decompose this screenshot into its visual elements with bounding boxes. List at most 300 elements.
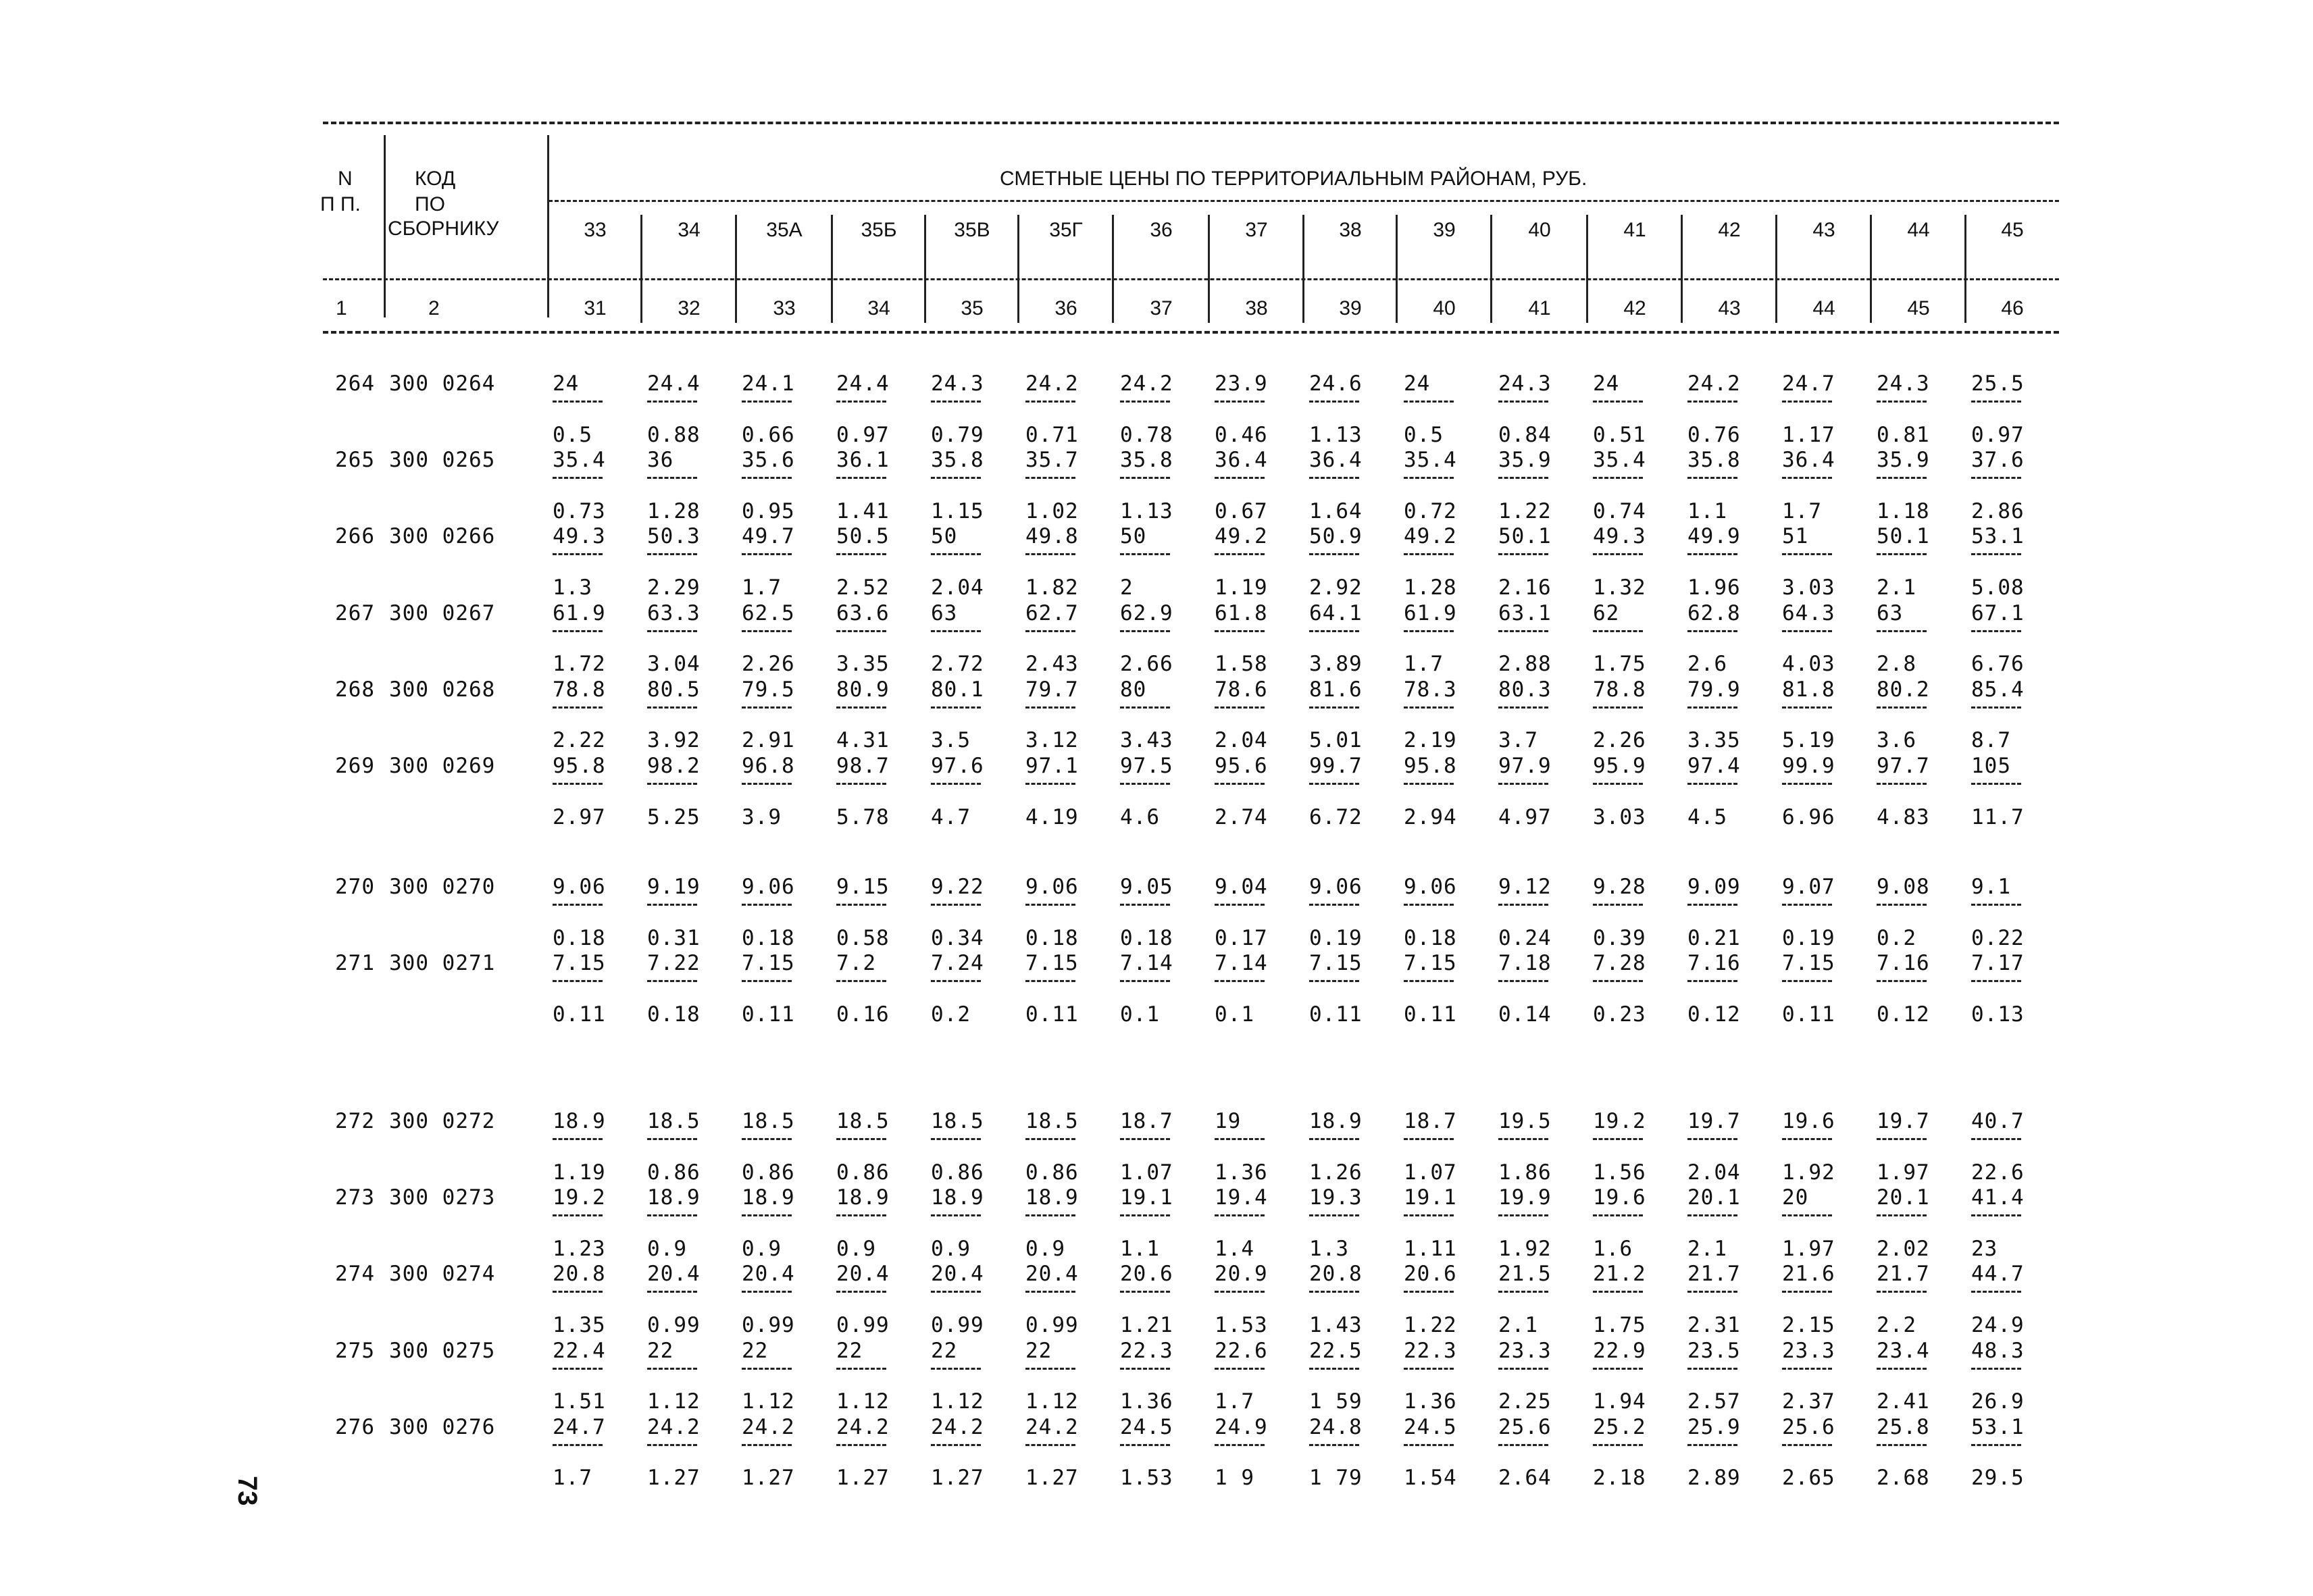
fraction-line [742,706,792,709]
price-cell: 24.2 [1025,1414,1079,1439]
price-cell: 2.1 [1687,1236,1727,1261]
price-cell: 24.9 [1971,1313,2025,1337]
price-cell: 0.72 [1404,498,1457,523]
row-number: 264 [335,371,375,396]
price-cell: 24.3 [931,371,984,396]
price-cell: 1.19 [1215,575,1268,600]
price-cell: 24.9 [1215,1414,1268,1439]
price-cell: 0.79 [931,422,984,447]
fraction-line [1687,783,1737,785]
price-cell: 0.84 [1498,422,1552,447]
price-cell: 1.58 [1215,652,1268,677]
fraction-line [836,904,886,906]
fraction-line [1877,1291,1927,1293]
price-cell: 24 [1593,371,1620,396]
header-column-divider [1681,215,1683,323]
fraction-line [1971,553,2021,555]
price-cell: 9.05 [1120,875,1173,899]
price-cell: 0.19 [1782,925,1835,950]
price-cell: 78.8 [553,677,606,702]
fraction-line [1877,783,1927,785]
price-cell: 95.9 [1593,754,1646,778]
price-cell: 0.34 [931,925,984,950]
fraction-line [1498,783,1548,785]
fraction-line [1877,630,1927,632]
price-cell: 18.5 [931,1109,984,1133]
price-cell: 81.8 [1782,677,1835,702]
price-cell: 1.28 [1404,575,1457,600]
fraction-line [1687,401,1737,403]
fraction-line [1687,1291,1737,1293]
price-cell: 1.96 [1687,575,1741,600]
price-cell: 0.11 [1025,1002,1079,1027]
price-cell: 36.4 [1782,448,1835,473]
district-header: 35Б [861,219,897,241]
header-n-label: N [338,168,353,190]
price-cell: 9.06 [1025,875,1079,899]
fraction-line [1309,1444,1359,1446]
fraction-line [1782,706,1832,709]
price-cell: 0.18 [553,925,606,950]
fraction-line [1215,783,1265,785]
price-cell: 22 [647,1338,674,1363]
price-cell: 7.22 [647,951,701,976]
district-header: 35В [954,219,990,241]
price-cell: 35.8 [931,448,984,473]
price-cell: 22.3 [1404,1338,1457,1363]
price-cell: 2.04 [931,575,984,600]
price-cell: 22.3 [1120,1338,1173,1363]
fraction-line [1309,904,1359,906]
price-cell: 18.9 [647,1185,701,1210]
price-cell: 18.5 [1025,1109,1079,1133]
price-cell: 35.4 [1593,448,1646,473]
fraction-line [931,553,981,555]
price-cell: 7.28 [1593,951,1646,976]
price-cell: 0.13 [1971,1002,2025,1027]
fraction-line [1025,477,1075,479]
fraction-line [1120,630,1170,632]
column-number: 40 [1433,297,1456,319]
price-cell: 1.97 [1782,1236,1835,1261]
fraction-line [1309,1214,1359,1216]
price-cell: 3.7 [1498,728,1538,753]
price-cell: 50 [931,524,958,549]
fraction-line [1025,1444,1075,1446]
price-cell: 1.12 [931,1389,984,1414]
price-cell: 18.9 [553,1109,606,1133]
fraction-line [1782,401,1832,403]
fraction-line [1215,1444,1265,1446]
price-cell: 0.86 [931,1160,984,1185]
fraction-line [647,477,697,479]
price-cell: 0.31 [647,925,701,950]
price-cell: 21.7 [1877,1262,1930,1287]
fraction-line [1877,401,1927,403]
row-code: 300 0274 [389,1262,496,1287]
price-cell: 0.71 [1025,422,1079,447]
price-cell: 1 79 [1309,1466,1363,1491]
price-cell: 2.16 [1498,575,1552,600]
price-cell: 5.01 [1309,728,1363,753]
price-cell: 0.88 [647,422,701,447]
fraction-line [1404,904,1454,906]
price-cell: 0.18 [742,925,795,950]
fraction-line [1025,1368,1075,1370]
header-column-divider [1017,215,1019,323]
fraction-line [1120,401,1170,403]
price-cell: 49.2 [1215,524,1268,549]
price-cell: 2.22 [553,728,606,753]
fraction-line [1593,1368,1643,1370]
district-header: 39 [1433,219,1456,241]
price-cell: 22.4 [553,1338,606,1363]
price-cell: 24.3 [1498,371,1552,396]
fraction-line [1593,904,1643,906]
fraction-line [553,477,603,479]
fraction-line [1498,630,1548,632]
fraction-line [742,553,792,555]
row-number: 274 [335,1262,375,1287]
fraction-line [1404,477,1454,479]
price-cell: 24 [1404,371,1431,396]
row-code: 300 0275 [389,1338,496,1363]
price-cell: 2.94 [1404,804,1457,829]
fraction-line [647,1291,697,1293]
fraction-line [647,706,697,709]
price-cell: 19.4 [1215,1185,1268,1210]
fraction-line [1782,1214,1832,1216]
price-cell: 0.21 [1687,925,1741,950]
price-cell: 36.1 [836,448,890,473]
price-cell: 21.2 [1593,1262,1646,1287]
column-number: 37 [1150,297,1173,319]
price-cell: 64.3 [1782,600,1835,625]
fraction-line [1877,1444,1927,1446]
price-cell: 35.4 [553,448,606,473]
district-header: 33 [584,219,607,241]
fraction-line [1498,477,1548,479]
fraction-line [647,783,697,785]
fraction-line [1309,477,1359,479]
price-cell: 9.22 [931,875,984,899]
price-cell: 2.1 [1498,1313,1538,1337]
price-cell: 2.66 [1120,652,1173,677]
price-cell: 3.5 [931,728,971,753]
district-header: 37 [1245,219,1268,241]
price-cell: 9.07 [1782,875,1835,899]
price-cell: 9.28 [1593,875,1646,899]
row-code: 300 0276 [389,1414,496,1439]
price-cell: 97.1 [1025,754,1079,778]
price-cell: 3.12 [1025,728,1079,753]
price-cell: 3.89 [1309,652,1363,677]
price-cell: 1.75 [1593,652,1646,677]
fraction-line [1215,706,1265,709]
price-cell: 4.83 [1877,804,1930,829]
price-cell: 78.6 [1215,677,1268,702]
price-cell: 37.6 [1971,448,2025,473]
fraction-line [1404,706,1454,709]
fraction-line [1782,783,1832,785]
price-cell: 0.24 [1498,925,1552,950]
fraction-line [836,1368,886,1370]
price-cell: 1.02 [1025,498,1079,523]
price-cell: 1.43 [1309,1313,1363,1337]
header-column-divider [831,215,833,323]
price-cell: 29.5 [1971,1466,2025,1491]
price-cell: 9.06 [742,875,795,899]
fraction-line [1593,553,1643,555]
price-cell: 2.97 [553,804,606,829]
fraction-line [553,904,603,906]
fraction-line [1877,980,1927,982]
price-cell: 1.12 [1025,1389,1079,1414]
price-cell: 20.8 [1309,1262,1363,1287]
fraction-line [1971,1138,2021,1140]
price-cell: 20.6 [1120,1262,1173,1287]
price-cell: 2.57 [1687,1389,1741,1414]
fraction-line [1025,904,1075,906]
fraction-line [553,783,603,785]
price-cell: 3.35 [1687,728,1741,753]
price-cell: 24.3 [1877,371,1930,396]
price-cell: 11.7 [1971,804,2025,829]
fraction-line [836,401,886,403]
fraction-line [1782,477,1832,479]
district-header: 35Г [1049,219,1083,241]
fraction-line [1498,401,1548,403]
header-column-divider [1208,215,1210,323]
row-number: 270 [335,875,375,899]
price-cell: 2.02 [1877,1236,1930,1261]
price-cell: 0.11 [742,1002,795,1027]
price-cell: 1.3 [1309,1236,1349,1261]
fraction-line [1971,1444,2021,1446]
price-cell: 24.2 [836,1414,890,1439]
fraction-line [931,1214,981,1216]
fraction-line [1593,630,1643,632]
fraction-line [1782,553,1832,555]
price-cell: 1.07 [1120,1160,1173,1185]
price-cell: 62.5 [742,600,795,625]
price-cell: 2.68 [1877,1466,1930,1491]
price-cell: 3.04 [647,652,701,677]
price-cell: 2.29 [647,575,701,600]
price-cell: 2.43 [1025,652,1079,677]
district-header: 35А [766,219,803,241]
price-cell: 61.8 [1215,600,1268,625]
price-cell: 0.5 [553,422,592,447]
column-number: 33 [773,297,796,319]
fraction-line [1025,980,1075,982]
price-cell: 2.37 [1782,1389,1835,1414]
price-cell: 2.26 [742,652,795,677]
header-code-label-3: СБОРНИКУ [388,217,499,240]
fraction-line [1215,553,1265,555]
price-cell: 0.99 [836,1313,890,1337]
fraction-line [742,1214,792,1216]
fraction-line [1498,980,1548,982]
price-cell: 19.6 [1782,1109,1835,1133]
price-cell: 36.4 [1309,448,1363,473]
fraction-line [1971,630,2021,632]
column-number: 35 [961,297,984,319]
price-cell: 1.7 [742,575,782,600]
price-cell: 18.5 [742,1109,795,1133]
fraction-line [931,980,981,982]
price-cell: 0.76 [1687,422,1741,447]
fraction-line [1309,706,1359,709]
fraction-line [1687,1138,1737,1140]
price-cell: 79.7 [1025,677,1079,702]
price-cell: 5.25 [647,804,701,829]
row-code: 300 0266 [389,524,496,549]
fraction-line [1498,1291,1548,1293]
price-cell: 0.18 [647,1002,701,1027]
price-cell: 80.1 [931,677,984,702]
price-cell: 0.99 [1025,1313,1079,1337]
price-cell: 19.2 [553,1185,606,1210]
price-cell: 78.8 [1593,677,1646,702]
price-cell: 98.2 [647,754,701,778]
price-cell: 9.06 [1404,875,1457,899]
fraction-line [1593,477,1643,479]
price-cell: 24.7 [553,1414,606,1439]
price-cell: 21.6 [1782,1262,1835,1287]
price-cell: 3.43 [1120,728,1173,753]
price-cell: 3.92 [647,728,701,753]
price-cell: 2.19 [1404,728,1457,753]
row-number: 265 [335,448,375,473]
price-cell: 24.2 [742,1414,795,1439]
row-number: 269 [335,754,375,778]
price-cell: 1.13 [1120,498,1173,523]
price-cell: 19.2 [1593,1109,1646,1133]
column-number: 31 [584,297,607,319]
price-cell: 0.95 [742,498,795,523]
header-divider-n [384,135,386,317]
price-cell: 24.2 [931,1414,984,1439]
price-cell: 24.1 [742,371,795,396]
price-cell: 7.15 [553,951,606,976]
price-cell: 1.56 [1593,1160,1646,1185]
price-cell: 9.1 [1971,875,2011,899]
price-cell: 35.4 [1404,448,1457,473]
fraction-line [836,553,886,555]
price-cell: 96.8 [742,754,795,778]
price-cell: 1.51 [553,1389,606,1414]
price-cell: 4.03 [1782,652,1835,677]
price-cell: 18.9 [1309,1109,1363,1133]
row-code: 300 0265 [389,448,496,473]
fraction-line [1120,706,1170,709]
price-cell: 19.5 [1498,1109,1552,1133]
fraction-line [1593,980,1643,982]
fraction-line [647,1444,697,1446]
price-cell: 49.9 [1687,524,1741,549]
price-cell: 2.1 [1877,575,1916,600]
fraction-line [553,1368,603,1370]
price-cell: 2.52 [836,575,890,600]
fraction-line [742,783,792,785]
price-cell: 5.78 [836,804,890,829]
header-column-divider [735,215,737,323]
fraction-line [1215,980,1265,982]
price-cell: 24.2 [647,1414,701,1439]
fraction-line [1687,706,1737,709]
price-cell: 1.21 [1120,1313,1173,1337]
price-cell: 19 [1215,1109,1242,1133]
price-cell: 0.17 [1215,925,1268,950]
price-cell: 44.7 [1971,1262,2025,1287]
price-cell: 2.31 [1687,1313,1741,1337]
price-cell: 1.41 [836,498,890,523]
price-cell: 24.5 [1404,1414,1457,1439]
price-cell: 2.18 [1593,1466,1646,1491]
price-cell: 1.12 [647,1389,701,1414]
price-cell: 49.2 [1404,524,1457,549]
price-cell: 2.65 [1782,1466,1835,1491]
fraction-line [1971,706,2021,709]
price-cell: 2.6 [1687,652,1727,677]
price-cell: 0.11 [1309,1002,1363,1027]
price-cell: 1.12 [836,1389,890,1414]
price-cell: 2.8 [1877,652,1916,677]
fraction-line [836,630,886,632]
price-cell: 99.7 [1309,754,1363,778]
price-cell: 20.4 [1025,1262,1079,1287]
fraction-line [931,1291,981,1293]
price-cell: 1.6 [1593,1236,1633,1261]
price-cell: 63.3 [647,600,701,625]
price-cell: 0.23 [1593,1002,1646,1027]
price-cell: 0.81 [1877,422,1930,447]
price-cell: 19.1 [1120,1185,1173,1210]
fraction-line [1782,980,1832,982]
price-cell: 1.12 [742,1389,795,1414]
price-cell: 2.86 [1971,498,2025,523]
price-cell: 1.4 [1215,1236,1254,1261]
header-midrule [323,278,2059,280]
fraction-line [742,1368,792,1370]
price-cell: 61.9 [553,600,606,625]
price-cell: 1.1 [1687,498,1727,523]
price-cell: 50.3 [647,524,701,549]
price-cell: 81.6 [1309,677,1363,702]
fraction-line [1120,980,1170,982]
fraction-line [1120,783,1170,785]
price-cell: 1.3 [553,575,592,600]
price-cell: 7.14 [1215,951,1268,976]
price-cell: 1 59 [1309,1389,1363,1414]
fraction-line [1782,1291,1832,1293]
price-cell: 0.11 [1782,1002,1835,1027]
price-cell: 1.92 [1782,1160,1835,1185]
fraction-line [836,706,886,709]
column-number: 32 [678,297,701,319]
price-cell: 2.92 [1309,575,1363,600]
column-number: 45 [1907,297,1930,319]
fraction-line [1498,1444,1548,1446]
district-header: 40 [1528,219,1551,241]
page-number: 73 [232,1476,262,1506]
price-cell: 23.9 [1215,371,1268,396]
price-cell: 18.5 [647,1109,701,1133]
price-cell: 6.72 [1309,804,1363,829]
fraction-line [1687,980,1737,982]
price-cell: 1.86 [1498,1160,1552,1185]
